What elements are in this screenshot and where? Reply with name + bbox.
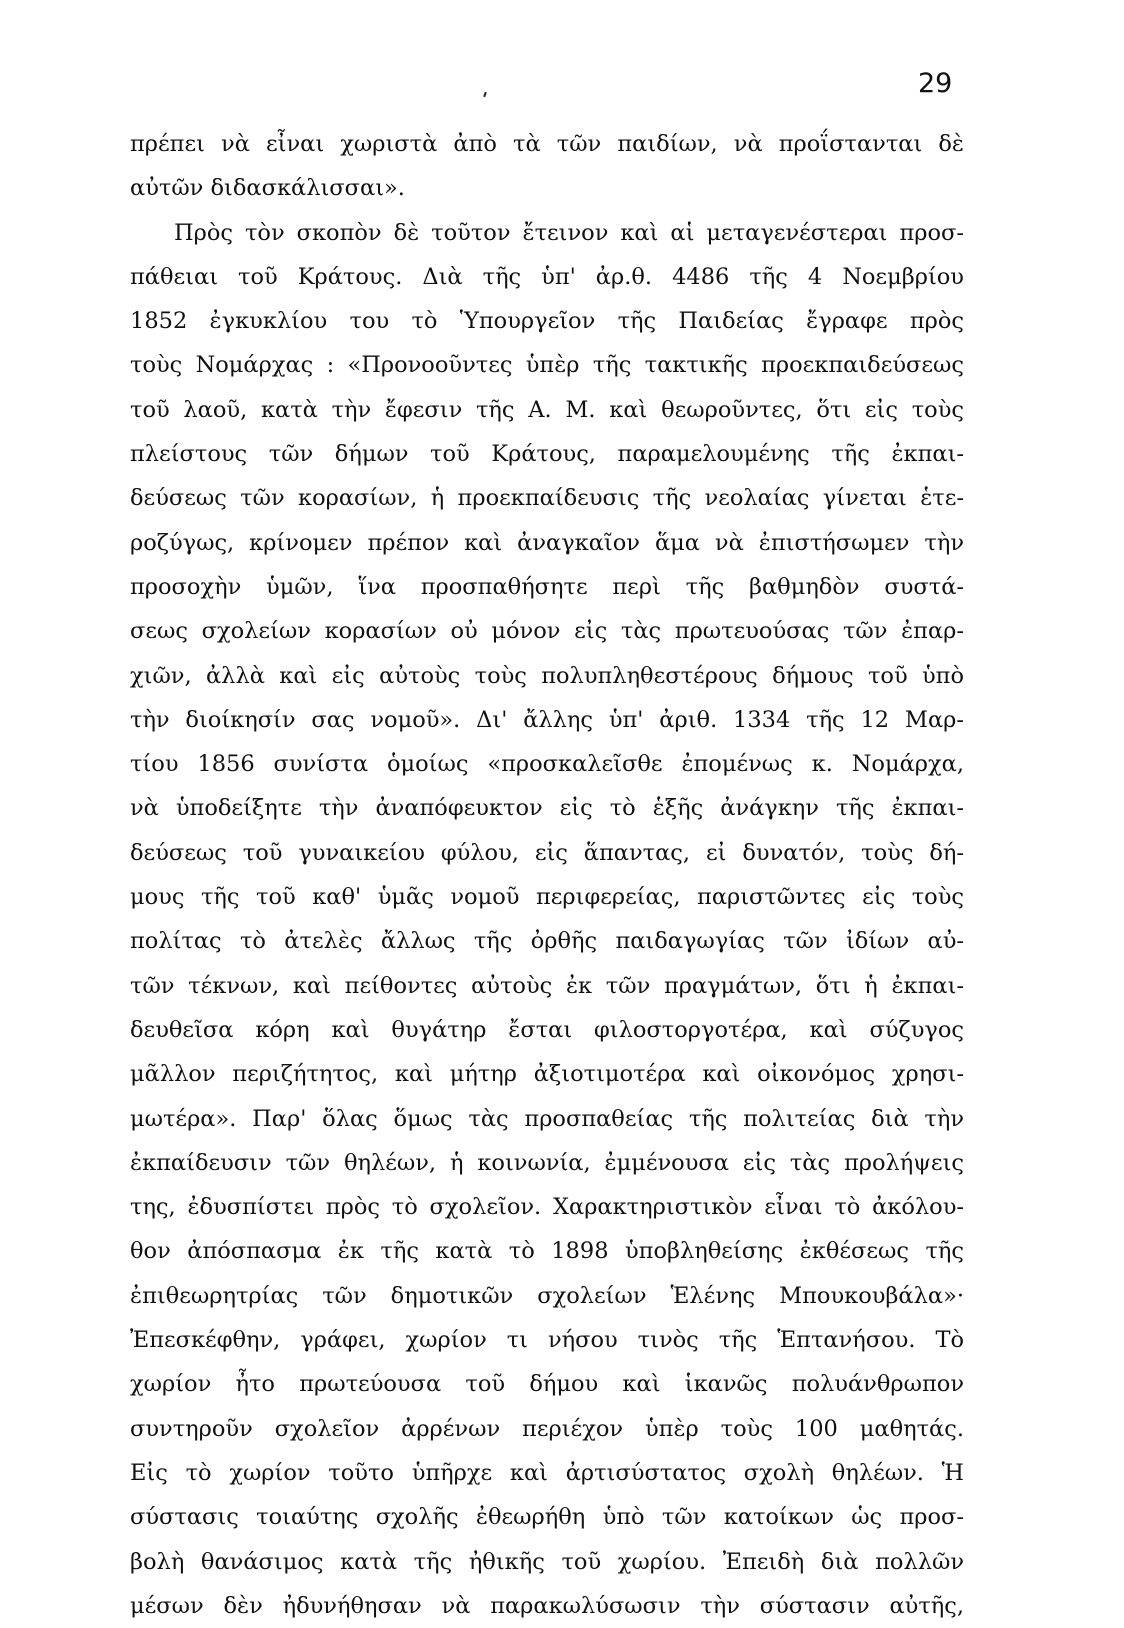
text-line: Εἰς τὸ χωρίον τοῦτο ὑπῆρχε καὶ ἀρτισύστατος σχολὴ θηλέων. Ἡ — [130, 1459, 964, 1486]
text-line: μέσων δὲν ἠδυνήθησαν νὰ παρακωλύσωσιν τὴν σύστασιν αὐτῆς, — [130, 1592, 964, 1619]
text-line: πολίτας τὸ ἀτελὲς ἄλλως τῆς ὀρθῆς παιδαγωγίας τῶν ἰδίων αὐ- — [130, 928, 964, 955]
text-line: σύστασις τοιαύτης σχολῆς ἐθεωρήθη ὑπὸ τῶν κατοίκων ὡς προσ- — [130, 1504, 964, 1531]
text-line: σεως σχολείων κορασίων οὐ μόνον εἰς τὰς πρωτευούσας τῶν ἐπαρ- — [130, 618, 964, 645]
text-line: μωτέρα». Παρ' ὅλας ὅμως τὰς προσπαθείας τῆς πολιτείας διὰ τὴν — [130, 1105, 964, 1132]
text-line: μους τῆς τοῦ καθ' ὑμᾶς νομοῦ περιφερείας, παριστῶντες εἰς τοὺς — [130, 884, 964, 911]
text-line: προσοχὴν ὑμῶν, ἵνα προσπαθήσητε περὶ τῆς βαθμηδὸν συστά- — [130, 573, 964, 600]
text-line: μᾶλλον περιζήτητος, καὶ μήτηρ ἀξιοτιμοτέρα καὶ οἰκονόμος χρησι- — [130, 1061, 964, 1088]
text-line: συντηροῦν σχολεῖον ἀρρένων περιέχον ὑπὲρ τοὺς 100 μαθητάς. — [130, 1415, 964, 1442]
text-line: τίου 1856 συνίστα ὁμοίως «προσκαλεῖσθε ἐπομένως κ. Νομάρχα, — [130, 751, 964, 778]
text-line: της, ἐδυσπίστει πρὸς τὸ σχολεῖον. Χαρακτηριστικὸν εἶναι τὸ ἀκόλου- — [130, 1194, 964, 1221]
text-line: Πρὸς τὸν σκοπὸν δὲ τοῦτον ἔτεινον καὶ αἱ μεταγενέστεραι προσ- — [174, 219, 964, 246]
text-line: τῶν τέκνων, καὶ πείθοντες αὐτοὺς ἐκ τῶν πραγμάτων, ὅτι ἡ ἐκπαι- — [130, 972, 964, 999]
text-line: χιῶν, ἀλλὰ καὶ εἰς αὐτοὺς τοὺς πολυπληθεστέρους δήμους τοῦ ὑπὸ — [130, 662, 964, 689]
text-line: Ἐπεσκέφθην, γράφει, χωρίον τι νήσου τινὸς τῆς Ἑπτανήσου. Τὸ — [130, 1327, 964, 1354]
text-line: αὐτῶν διδασκάλισσαι». — [130, 175, 405, 202]
text-line: ἐκπαίδευσιν τῶν θηλέων, ἡ κοινωνία, ἐμμένουσα εἰς τὰς προλήψεις — [130, 1149, 964, 1176]
text-line: δεύσεως τοῦ γυναικείου φύλου, εἰς ἅπαντας, εἰ δυνατόν, τοὺς δή- — [130, 839, 964, 866]
text-line: ἐπιθεωρητρίας τῶν δημοτικῶν σχολείων Ἑλένης Μπουκουβάλα»· — [130, 1282, 964, 1309]
text-line: νὰ ὑποδείξητε τὴν ἀναπόφευκτον εἰς τὸ ἑξῆς ἀνάγκην τῆς ἐκπαι- — [130, 795, 964, 822]
text-line: πρέπει νὰ εἶναι χωριστὰ ἀπὸ τὰ τῶν παιδίων, νὰ προΐστανται δὲ — [130, 131, 964, 157]
page-number: 29 — [918, 68, 953, 99]
text-line: βολὴ θανάσιμος κατὰ τῆς ἠθικῆς τοῦ χωρίου. Ἐπειδὴ διὰ πολλῶν — [130, 1548, 964, 1575]
text-line: τοῦ λαοῦ, κατὰ τὴν ἔφεσιν τῆς Α. Μ. καὶ θεωροῦντες, ὅτι εἰς τοὺς — [130, 396, 964, 423]
text-line: θον ἀπόσπασμα ἐκ τῆς κατὰ τὸ 1898 ὑποβληθείσης ἐκθέσεως τῆς — [130, 1238, 964, 1265]
stray-ink-mark — [483, 92, 487, 97]
text-line: τὴν διοίκησίν σας νομοῦ». Δι' ἄλλης ὑπ' ἀριθ. 1334 τῆς 12 Μαρ- — [130, 706, 964, 733]
text-line: πάθειαι τοῦ Κράτους. Διὰ τῆς ὑπ' ἀρ.θ. 4486 τῆς 4 Νοεμβρίου — [130, 263, 964, 290]
text-line: πλείστους τῶν δήμων τοῦ Κράτους, παραμελουμένης τῆς ἐκπαι- — [130, 441, 964, 468]
text-line: 1852 ἐγκυκλίου του τὸ Ὑπουργεῖον τῆς Παιδείας ἔγραφε πρὸς — [130, 308, 964, 335]
text-line: χωρίον ἦτο πρωτεύουσα τοῦ δήμου καὶ ἱκανῶς πολυάνθρωπον — [130, 1371, 964, 1398]
body-text — [130, 122, 964, 1628]
text-line: δευθεῖσα κόρη καὶ θυγάτηρ ἔσται φιλοστοργοτέρα, καὶ σύζυγος — [130, 1016, 964, 1043]
text-line: ροζύγως, κρίνομεν πρέπον καὶ ἀναγκαῖον ἅμα νὰ ἐπιστήσωμεν τὴν — [130, 529, 964, 556]
text-line: δεύσεως τῶν κορασίων, ἡ προεκπαίδευσις τῆς νεολαίας γίνεται ἑτε- — [130, 485, 964, 512]
text-line: τοὺς Νομάρχας : «Προνοοῦντες ὑπὲρ τῆς τακτικῆς προεκπαιδεύσεως — [130, 352, 964, 379]
